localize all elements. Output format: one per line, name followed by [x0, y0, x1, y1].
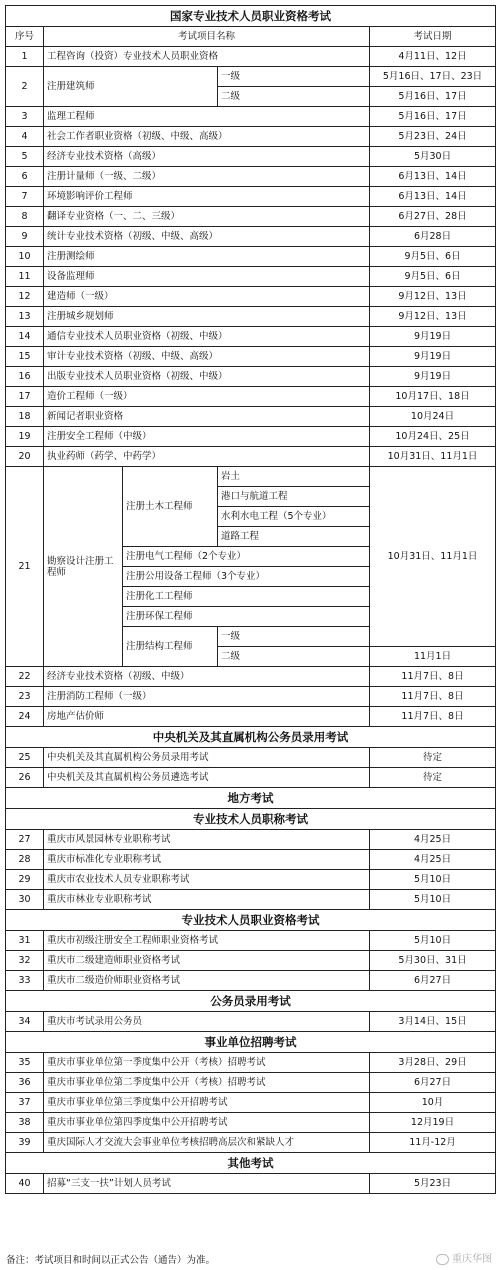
exam-schedule-table	[5, 5, 496, 1194]
row-date: 5月23日、24日	[370, 127, 496, 147]
table-row	[6, 931, 496, 951]
row-no: 10	[6, 247, 44, 267]
row-name: 审计专业技术资格（初级、中级、高级）	[44, 347, 370, 367]
row-civil: 注册土木工程师	[123, 467, 218, 547]
table-row	[6, 307, 496, 327]
watermark-text: 重庆华图	[452, 1254, 492, 1265]
row-no: 22	[6, 667, 44, 687]
table-row	[6, 427, 496, 447]
row-no: 12	[6, 287, 44, 307]
table-row	[6, 951, 496, 971]
table-row	[6, 107, 496, 127]
row-name: 重庆国际人才交流大会事业单位考核招聘高层次和紧缺人才	[44, 1133, 370, 1153]
row-name: 通信专业技术人员职业资格（初级、中级）	[44, 327, 370, 347]
row-date: 5月30日	[370, 147, 496, 167]
section-title-central: 中央机关及其直属机构公务员录用考试	[6, 727, 496, 748]
row-date: 9月19日	[370, 347, 496, 367]
row-name: 注册消防工程师（一级）	[44, 687, 370, 707]
row-civil-sub: 港口与航道工程	[218, 487, 370, 507]
row-no: 4	[6, 127, 44, 147]
header-no: 序号	[6, 27, 44, 47]
row-no: 21	[6, 467, 44, 667]
row-date: 10月24日、25日	[370, 427, 496, 447]
row-name: 监理工程师	[44, 107, 370, 127]
row-date: 6月27日、28日	[370, 207, 496, 227]
row-name: 注册安全工程师（中级）	[44, 427, 370, 447]
row-name: 设备监理师	[44, 267, 370, 287]
table-row	[6, 1073, 496, 1093]
row-date: 6月28日	[370, 227, 496, 247]
table-row	[6, 748, 496, 768]
row-no: 18	[6, 407, 44, 427]
row-name: 环境影响评价工程师	[44, 187, 370, 207]
row-name: 重庆市考试录用公务员	[44, 1012, 370, 1032]
table-row	[6, 67, 496, 87]
row-name: 勘察设计注册工程师	[44, 467, 123, 667]
table-row	[6, 187, 496, 207]
row-no: 16	[6, 367, 44, 387]
section-title-other: 其他考试	[6, 1153, 496, 1174]
row-date: 6月13日、14日	[370, 187, 496, 207]
row-name: 重庆市初级注册安全工程师职业资格考试	[44, 931, 370, 951]
row-no: 9	[6, 227, 44, 247]
table-row	[6, 447, 496, 467]
table-row	[6, 768, 496, 788]
table-row	[6, 247, 496, 267]
row-no: 11	[6, 267, 44, 287]
row-no: 5	[6, 147, 44, 167]
watermark	[436, 1250, 492, 1265]
section-title-civil-servant: 公务员录用考试	[6, 991, 496, 1012]
row-civil-sub: 水利水电工程（5个专业）	[218, 507, 370, 527]
row-date: 4月11日、12日	[370, 47, 496, 67]
row-name: 重庆市风景园林专业职称考试	[44, 830, 370, 850]
row-name: 房地产估价师	[44, 707, 370, 727]
section-title-local-prof-qual: 专业技术人员职业资格考试	[6, 910, 496, 931]
row-date: 4月25日	[370, 830, 496, 850]
row-no: 34	[6, 1012, 44, 1032]
row-name: 统计专业技术资格（初级、中级、高级）	[44, 227, 370, 247]
table-row	[6, 1053, 496, 1073]
table-row	[6, 147, 496, 167]
row-no: 37	[6, 1093, 44, 1113]
row-date: 5月30日、31日	[370, 951, 496, 971]
table-row	[6, 467, 496, 487]
row-date: 5月10日	[370, 890, 496, 910]
row-name: 造价工程师（一级）	[44, 387, 370, 407]
row-name: 新闻记者职业资格	[44, 407, 370, 427]
row-structural-sub: 一级	[218, 627, 370, 647]
table-row	[6, 850, 496, 870]
table-row	[6, 687, 496, 707]
row-no: 1	[6, 47, 44, 67]
row-date: 10月31日、11月1日	[370, 447, 496, 467]
row-no: 26	[6, 768, 44, 788]
row-date: 6月27日	[370, 971, 496, 991]
table-row	[6, 47, 496, 67]
row-name: 注册计量师（一级、二级）	[44, 167, 370, 187]
row-date: 6月13日、14日	[370, 167, 496, 187]
row-name: 重庆市二级建造师职业资格考试	[44, 951, 370, 971]
row-date: 9月12日、13日	[370, 307, 496, 327]
row-structural: 注册结构工程师	[123, 627, 218, 667]
row-date: 待定	[370, 748, 496, 768]
row-civil-sub: 岩土	[218, 467, 370, 487]
row-date: 9月12日、13日	[370, 287, 496, 307]
table-row	[6, 890, 496, 910]
table-row	[6, 387, 496, 407]
row-date: 12月19日	[370, 1113, 496, 1133]
row-date: 5月23日	[370, 1174, 496, 1194]
row-no: 17	[6, 387, 44, 407]
row-date: 11月-12月	[370, 1133, 496, 1153]
row-name: 工程咨询（投资）专业技术人员职业资格	[44, 47, 370, 67]
table-row	[6, 1012, 496, 1032]
row-no: 15	[6, 347, 44, 367]
row-date: 9月5日、6日	[370, 247, 496, 267]
row-date: 3月14日、15日	[370, 1012, 496, 1032]
table-row	[6, 667, 496, 687]
table-row	[6, 707, 496, 727]
row-no: 36	[6, 1073, 44, 1093]
row-chemical: 注册化工工程师	[123, 587, 370, 607]
weibo-icon	[436, 1254, 449, 1265]
row-date: 6月27日	[370, 1073, 496, 1093]
footnote: 备注：考试项目和时间以正式公告（通告）为准。	[6, 1255, 216, 1266]
table-row	[6, 227, 496, 247]
table-row	[6, 347, 496, 367]
row-sub-level: 二级	[218, 87, 370, 107]
row-name: 中央机关及其直属机构公务员录用考试	[44, 748, 370, 768]
row-date: 5月16日、17日	[370, 107, 496, 127]
row-no: 2	[6, 67, 44, 107]
row-env: 注册环保工程师	[123, 607, 370, 627]
row-name: 重庆市林业专业职称考试	[44, 890, 370, 910]
row-sub-level: 一级	[218, 67, 370, 87]
row-date: 10月31日、11月1日	[370, 467, 496, 647]
row-civil-sub: 道路工程	[218, 527, 370, 547]
row-electrical: 注册电气工程师（2个专业）	[123, 547, 370, 567]
table-row	[6, 1093, 496, 1113]
row-date: 10月17日、18日	[370, 387, 496, 407]
section-title-local-prof-title: 专业技术人员职称考试	[6, 809, 496, 830]
row-name: 执业药师（药学、中药学）	[44, 447, 370, 467]
row-name: 翻译专业资格（一、二、三级）	[44, 207, 370, 227]
row-date: 3月28日、29日	[370, 1053, 496, 1073]
header-date: 考试日期	[370, 27, 496, 47]
table-row	[6, 971, 496, 991]
row-date: 9月5日、6日	[370, 267, 496, 287]
row-no: 31	[6, 931, 44, 951]
table-row	[6, 207, 496, 227]
table-row	[6, 830, 496, 850]
row-no: 19	[6, 427, 44, 447]
section-title-local: 地方考试	[6, 788, 496, 809]
section-title-institution: 事业单位招聘考试	[6, 1032, 496, 1053]
row-date: 11月7日、8日	[370, 707, 496, 727]
row-date: 9月19日	[370, 367, 496, 387]
row-no: 35	[6, 1053, 44, 1073]
row-no: 27	[6, 830, 44, 850]
row-name: 重庆市事业单位第三季度集中公开招聘考试	[44, 1093, 370, 1113]
row-date: 11月7日、8日	[370, 667, 496, 687]
table-row	[6, 1113, 496, 1133]
row-date: 11月7日、8日	[370, 687, 496, 707]
row-no: 28	[6, 850, 44, 870]
table-row	[6, 1133, 496, 1153]
row-no: 14	[6, 327, 44, 347]
row-no: 33	[6, 971, 44, 991]
row-date: 待定	[370, 768, 496, 788]
row-date: 5月16日、17日	[370, 87, 496, 107]
row-name: 中央机关及其直属机构公务员遴选考试	[44, 768, 370, 788]
row-date: 5月16日、17日、23日	[370, 67, 496, 87]
row-name: 招募“三支一扶”计划人员考试	[44, 1174, 370, 1194]
row-date: 10月24日	[370, 407, 496, 427]
row-name: 重庆市事业单位第二季度集中公开（考核）招聘考试	[44, 1073, 370, 1093]
header-name: 考试项目名称	[44, 27, 370, 47]
table-row	[6, 870, 496, 890]
table-row	[6, 127, 496, 147]
row-no: 30	[6, 890, 44, 910]
table-row	[6, 167, 496, 187]
row-name: 建造师（一级）	[44, 287, 370, 307]
row-name: 经济专业技术资格（初级、中级）	[44, 667, 370, 687]
row-name: 重庆市事业单位第一季度集中公开（考核）招聘考试	[44, 1053, 370, 1073]
row-date: 4月25日	[370, 850, 496, 870]
row-no: 25	[6, 748, 44, 768]
table-row	[6, 267, 496, 287]
row-no: 3	[6, 107, 44, 127]
table-row	[6, 1174, 496, 1194]
row-structural-sub: 二级	[218, 647, 370, 667]
row-utility: 注册公用设备工程师（3个专业）	[123, 567, 370, 587]
row-name: 重庆市二级造价师职业资格考试	[44, 971, 370, 991]
row-date: 5月10日	[370, 931, 496, 951]
row-no: 32	[6, 951, 44, 971]
row-no: 23	[6, 687, 44, 707]
row-name: 社会工作者职业资格（初级、中级、高级）	[44, 127, 370, 147]
row-name: 注册测绘师	[44, 247, 370, 267]
row-no: 40	[6, 1174, 44, 1194]
row-name: 重庆市事业单位第四季度集中公开招聘考试	[44, 1113, 370, 1133]
row-name: 重庆市农业技术人员专业职称考试	[44, 870, 370, 890]
row-date: 10月	[370, 1093, 496, 1113]
row-name: 注册建筑师	[44, 67, 218, 107]
table-row	[6, 327, 496, 347]
row-no: 20	[6, 447, 44, 467]
row-date: 9月19日	[370, 327, 496, 347]
row-no: 8	[6, 207, 44, 227]
row-date: 5月10日	[370, 870, 496, 890]
row-name: 注册城乡规划师	[44, 307, 370, 327]
section-title-national: 国家专业技术人员职业资格考试	[6, 6, 496, 27]
row-no: 6	[6, 167, 44, 187]
row-no: 38	[6, 1113, 44, 1133]
row-name: 出版专业技术人员职业资格（初级、中级）	[44, 367, 370, 387]
row-no: 24	[6, 707, 44, 727]
table-row	[6, 407, 496, 427]
table-row	[6, 367, 496, 387]
row-no: 7	[6, 187, 44, 207]
row-date: 11月1日	[370, 647, 496, 667]
row-no: 29	[6, 870, 44, 890]
row-name: 重庆市标准化专业职称考试	[44, 850, 370, 870]
table-row	[6, 287, 496, 307]
row-no: 13	[6, 307, 44, 327]
row-name: 经济专业技术资格（高级）	[44, 147, 370, 167]
row-no: 39	[6, 1133, 44, 1153]
